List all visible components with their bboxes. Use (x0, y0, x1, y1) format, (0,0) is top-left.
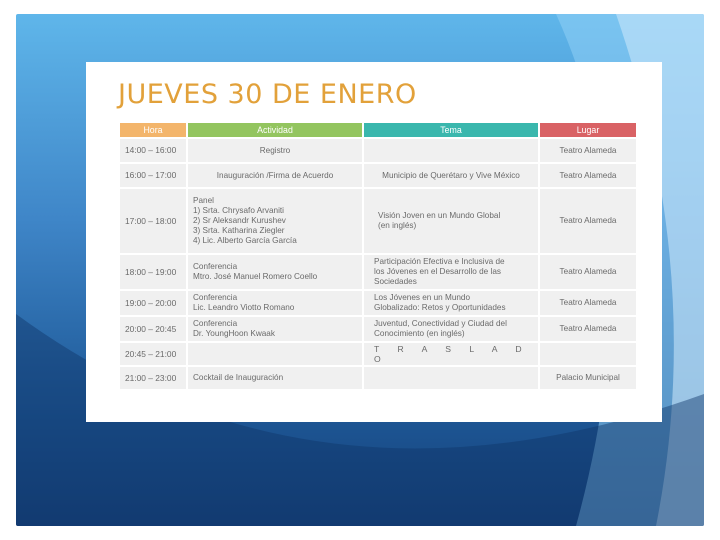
cell-line: Participación Efectiva e Inclusiva de (374, 257, 505, 267)
cell-hora: 14:00 – 16:00 (119, 138, 187, 163)
cell-lugar: Teatro Alameda (539, 138, 637, 163)
cell-tema (363, 254, 539, 290)
cell-line: 1) Srta. Chrysafo Arvaniti (193, 206, 285, 216)
cell-tema (363, 138, 539, 163)
cell-actividad: Inauguración /Firma de Acuerdo (187, 163, 363, 188)
cell-line: Sociedades (374, 276, 417, 286)
table-row (119, 163, 637, 188)
cell-line: Los Jóvenes en un Mundo (374, 293, 471, 303)
cell-tema (363, 316, 539, 342)
schedule-table (118, 121, 638, 391)
cell-tema (363, 290, 539, 316)
cell-line: los Jóvenes en el Desarrollo de las (374, 267, 501, 277)
table-header-row (119, 122, 637, 138)
header-hora: Hora (119, 122, 187, 138)
cell-hora: 21:00 – 23:00 (119, 366, 187, 390)
cell-lugar: Teatro Alameda (539, 254, 637, 290)
cell-actividad (187, 188, 363, 254)
header-lugar: Lugar (539, 122, 637, 138)
cell-actividad (187, 254, 363, 290)
schedule-title: JUEVES 30 DE ENERO (118, 79, 417, 110)
table-row (119, 366, 637, 390)
cell-line: Conferencia (193, 262, 238, 272)
cell-tema (363, 366, 539, 390)
cell-line: (en inglés) (378, 221, 417, 230)
cell-actividad: Registro (187, 138, 363, 163)
cell-lugar: Teatro Alameda (539, 316, 637, 342)
cell-actividad (187, 342, 363, 366)
cell-line: Conferencia (193, 319, 238, 329)
schedule-panel (86, 62, 662, 422)
cell-actividad (187, 290, 363, 316)
cell-line: Visión Joven en un Mundo Global (378, 211, 501, 221)
cell-line: Panel (193, 196, 214, 206)
header-tema: Tema (363, 122, 539, 138)
table-row (119, 316, 637, 342)
cell-hora: 20:00 – 20:45 (119, 316, 187, 342)
cell-line: Mtro. José Manuel Romero Coello (193, 272, 318, 281)
cell-hora: 19:00 – 20:00 (119, 290, 187, 316)
cell-tema: Municipio de Querétaro y Vive México (363, 163, 539, 188)
cell-lugar: Teatro Alameda (539, 188, 637, 254)
cell-line: Juventud, Conectividad y Ciudad del (374, 319, 507, 329)
cell-tema (363, 188, 539, 254)
table-row (119, 138, 637, 163)
cell-lugar (539, 342, 637, 366)
cell-lugar: Teatro Alameda (539, 163, 637, 188)
cell-hora: 17:00 – 18:00 (119, 188, 187, 254)
cell-actividad: Cocktail de Inauguración (187, 366, 363, 390)
table-row (119, 188, 637, 254)
cell-line: 4) Lic. Alberto García García (193, 235, 297, 245)
cell-hora: 18:00 – 19:00 (119, 254, 187, 290)
cell-hora: 20:45 – 21:00 (119, 342, 187, 366)
cell-lugar: Teatro Alameda (539, 290, 637, 316)
cell-line: Lic. Leandro Viotto Romano (193, 303, 295, 312)
header-actividad: Actividad (187, 122, 363, 138)
table-row (119, 290, 637, 316)
table-row (119, 254, 637, 290)
cell-line: 2) Sr Aleksandr Kurushev (193, 216, 286, 226)
cell-lugar: Palacio Municipal (539, 366, 637, 390)
table-row (119, 342, 637, 366)
cell-line: Conferencia (193, 293, 238, 303)
cell-line: Conocimiento (en inglés) (374, 329, 465, 338)
cell-actividad (187, 316, 363, 342)
cell-line: Globalizado: Retos y Oportunidades (374, 303, 506, 312)
traslado-label: T R A S L A D O (363, 342, 539, 366)
cell-line: Dr. YoungHoon Kwaak (193, 329, 275, 338)
cell-line: 3) Srta. Katharina Ziegler (193, 225, 285, 235)
cell-hora: 16:00 – 17:00 (119, 163, 187, 188)
